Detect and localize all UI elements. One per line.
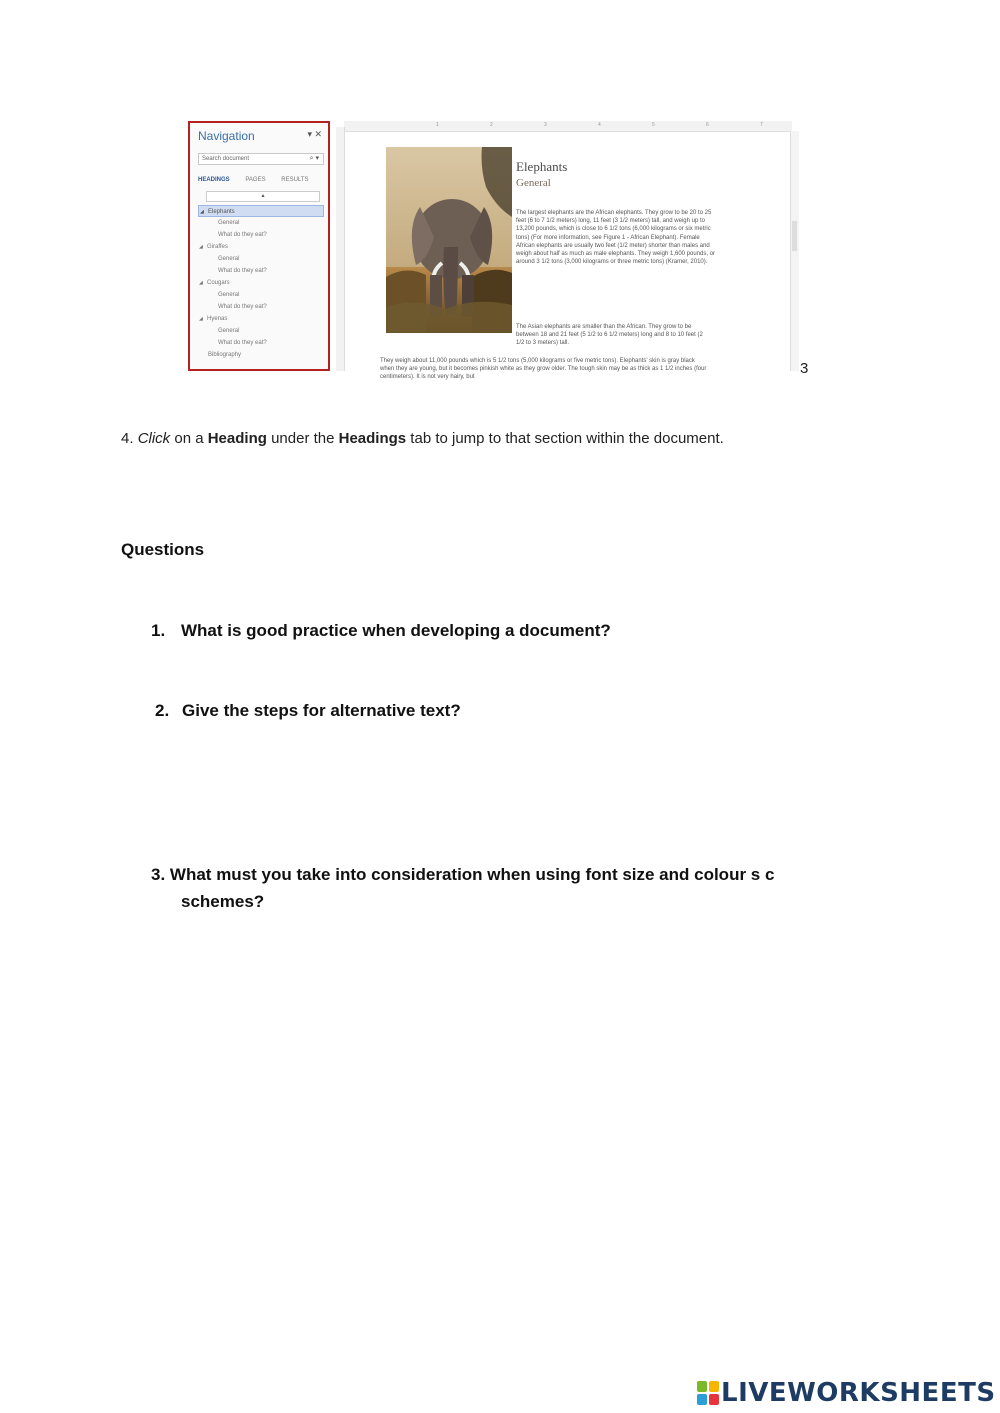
nav-heading-label: General [218,292,240,298]
question-line [151,861,871,888]
question-text: What must you take into consideration when using font size and colour s c [169,865,775,884]
nav-heading-item [198,337,324,349]
headings-tree [198,205,324,361]
tab-headings: HEADINGS [198,177,230,183]
tab-pages: PAGES [245,177,266,183]
question-number: 3. [151,865,166,884]
nav-heading-label: Hyenas [207,316,228,322]
question-number: 2. [155,701,170,720]
expand-toggle-icon: ◢ [199,316,203,322]
question-number: 1. [151,621,166,640]
questions-title: Questions [121,540,205,559]
expand-toggle-icon: ◢ [200,209,204,215]
logo-mark-icon [697,1381,719,1405]
navigation-pane [188,121,330,371]
nav-heading-label: Bibliography [208,352,242,358]
ruler-tick-label: 2 [490,122,493,128]
ruler-tick-label: 3 [544,122,547,128]
click-word: Click [137,430,171,447]
navigation-title: Navigation [198,129,255,143]
search-placeholder: Search document [202,156,250,162]
nav-heading-item [198,229,324,241]
pane-controls-icon: ▾ ✕ [307,129,322,139]
question-2 [155,701,461,721]
doc-paragraph: The largest elephants are the African elephants. They grow to be 20 to 25 feet (6 to 7 1/2 meters) long, 11 feet (3 1/2 meters) tall, and weigh up to 13,200 pounds, which is close to 6 1/2 tons (6,000 kilograms or six metric tons) (For more information, see Figure 1 - African Elephant). Female African elephants are usually two feet (1/2 meter) shorter than males and weigh about half as much as male elephants. They weigh 1,600 pounds, or around 3 1/2 tons (3,000 kilograms or three metric tons) (Kramer, 2010). [516,210,716,266]
nav-heading-item [198,301,324,313]
search-icon: ⌕ ▾ [309,155,319,162]
question-line [151,888,871,915]
nav-heading-item [198,241,324,253]
page-number: 3 [800,360,809,377]
expand-toggle-icon: ◢ [199,280,203,286]
ruler-tick-label: 6 [706,122,709,128]
scrollbar [790,131,799,371]
nav-heading-item [198,265,324,277]
nav-heading-item [198,277,324,289]
nav-heading-item [198,205,324,217]
navigation-tabs [198,177,322,183]
instruction-step-4 [121,430,724,447]
nav-heading-label: Cougars [207,280,230,286]
scrollbar-thumb [792,221,797,251]
expand-toggle-icon: ◢ [199,244,203,250]
nav-heading-item [198,289,324,301]
nav-heading-label: What do they eat? [218,340,267,346]
nav-heading-label: General [218,220,240,226]
tab-results: RESULTS [281,177,309,183]
elephant-photo [386,147,512,333]
ruler-tick-label: 7 [760,122,763,128]
search-document-input [198,153,324,165]
nav-heading-label: Giraffes [207,244,228,250]
horizontal-ruler [344,121,792,132]
nav-heading-item [198,325,324,337]
nav-heading-label: General [218,328,240,334]
headings-word: Headings [338,430,407,447]
question-text: What is good practice when developing a document? [181,621,611,640]
nav-heading-label: What do they eat? [218,232,267,238]
navigation-pane-screenshot [186,119,798,381]
nav-heading-label: What do they eat? [218,304,267,310]
step-number: 4. [121,430,134,447]
document-page [346,133,786,381]
vertical-ruler [336,127,345,371]
doc-heading-general: General [516,177,551,189]
nav-heading-label: General [218,256,240,262]
nav-heading-item [198,313,324,325]
question-text-cont: schemes? [181,892,265,911]
logo-text: LIVEWORKSHEETS [721,1378,996,1408]
instruction-text: on a [170,430,208,447]
doc-paragraph: The Asian elephants are smaller than the African. They grow to be between 18 and 21 feet (5 1/2 to 6 1/2 meters) long and 8 to 10 feet (2 1/2 to 3 meters) tall. [516,324,703,347]
question-3 [151,861,871,915]
ruler-tick-label: 4 [598,122,601,128]
nav-heading-item [198,253,324,265]
nav-heading-label: What do they eat? [218,268,267,274]
liveworksheets-logo [697,1378,996,1408]
ruler-tick-label: 1 [436,122,439,128]
doc-paragraph: They weigh about 11,000 pounds which is 5 1/2 tons (5,000 kilograms or five metric tons). Elephants' skin is gray black when they are young, but it becomes pinkish white as they grow older. The tough skin may be as thick as 1 1/2 inches (four centimeters). It is not very hairy, but [380,358,707,381]
nav-heading-label: Elephants [208,209,235,215]
doc-heading-elephants: Elephants [516,159,568,174]
nav-heading-item [198,349,324,361]
ruler-tick-label: 5 [652,122,655,128]
heading-word: Heading [207,430,267,447]
scroll-up-icon: ▴ [206,191,320,202]
instruction-text: tab to jump to that section within the document. [406,430,724,447]
question-1 [151,621,611,641]
nav-heading-item [198,217,324,229]
question-text: Give the steps for alternative text? [182,701,461,720]
instruction-text: under the [266,430,339,447]
